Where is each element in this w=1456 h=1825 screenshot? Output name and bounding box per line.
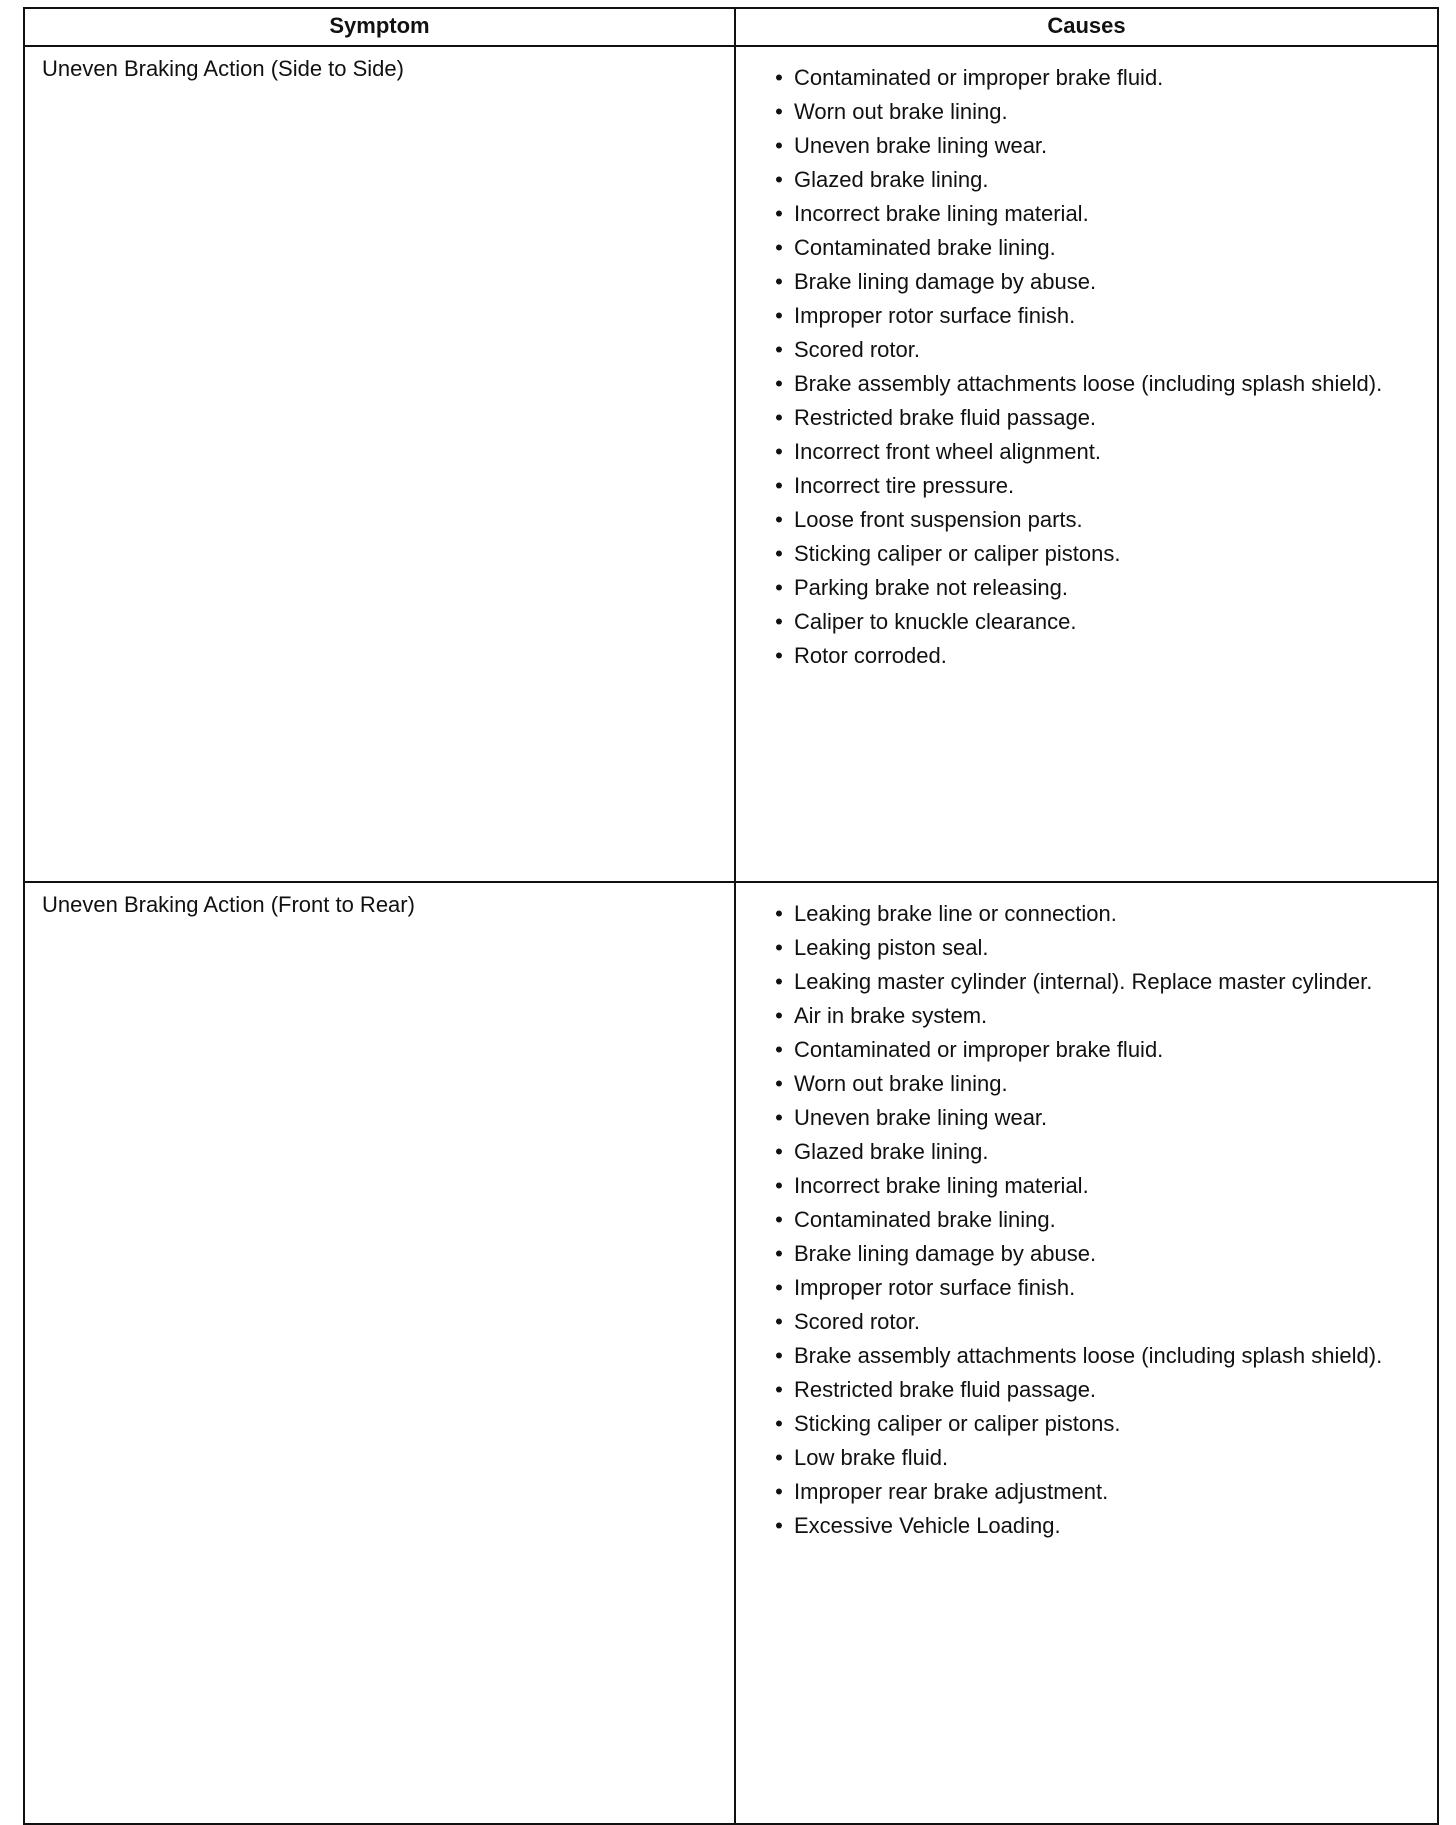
cause-text: Brake assembly attachments loose (including splash shield). — [794, 1343, 1383, 1368]
causes-list — [736, 47, 1437, 668]
bullet-icon: • — [775, 439, 783, 464]
bullet-icon: • — [775, 609, 783, 634]
cause-item — [772, 405, 1429, 430]
bullet-icon: • — [775, 405, 783, 430]
bullet-icon: • — [775, 1411, 783, 1436]
cause-item — [772, 473, 1429, 498]
cause-text: Incorrect brake lining material. — [794, 1173, 1089, 1198]
cause-text: Rotor corroded. — [794, 643, 947, 668]
bullet-icon: • — [775, 541, 783, 566]
bullet-icon: • — [775, 507, 783, 532]
cause-text: Scored rotor. — [794, 337, 920, 362]
cause-item — [772, 133, 1429, 158]
bullet-icon: • — [775, 337, 783, 362]
cause-text: Uneven brake lining wear. — [794, 1105, 1048, 1130]
cause-text: Brake lining damage by abuse. — [794, 269, 1097, 294]
cause-item — [772, 1377, 1429, 1402]
bullet-icon: • — [775, 1309, 783, 1334]
cause-item — [772, 643, 1429, 668]
table-row — [24, 46, 1438, 882]
cause-text: Incorrect brake lining material. — [794, 201, 1089, 226]
cause-text: Leaking brake line or connection. — [794, 901, 1117, 926]
cause-item — [772, 235, 1429, 260]
bullet-icon: • — [775, 901, 783, 926]
bullet-icon: • — [775, 1003, 783, 1028]
cause-text: Improper rear brake adjustment. — [794, 1479, 1109, 1504]
bullet-icon: • — [775, 99, 783, 124]
cause-item — [772, 1173, 1429, 1198]
cause-text: Glazed brake lining. — [794, 1139, 989, 1164]
cause-text: Worn out brake lining. — [794, 1071, 1008, 1096]
cause-item — [772, 575, 1429, 600]
bullet-icon: • — [775, 1479, 783, 1504]
cause-text: Glazed brake lining. — [794, 167, 989, 192]
bullet-icon: • — [775, 1207, 783, 1232]
bullet-icon: • — [775, 1513, 783, 1538]
cause-text: Contaminated or improper brake fluid. — [794, 65, 1164, 90]
bullet-icon: • — [775, 1241, 783, 1266]
causes-list — [736, 883, 1437, 1538]
cause-text: Uneven brake lining wear. — [794, 133, 1048, 158]
cause-item — [772, 1105, 1429, 1130]
bullet-icon: • — [775, 1139, 783, 1164]
cause-item — [772, 1445, 1429, 1470]
causes-column-header: Causes — [735, 8, 1438, 46]
symptom-cell: Uneven Braking Action (Side to Side) — [24, 46, 735, 882]
cause-item — [772, 1003, 1429, 1028]
bullet-icon: • — [775, 1377, 783, 1402]
cause-item — [772, 337, 1429, 362]
bullet-icon: • — [775, 133, 783, 158]
cause-text: Leaking piston seal. — [794, 935, 989, 960]
bullet-icon: • — [775, 575, 783, 600]
bullet-icon: • — [775, 969, 783, 994]
bullet-icon: • — [775, 235, 783, 260]
cause-text: Caliper to knuckle clearance. — [794, 609, 1077, 634]
bullet-icon: • — [775, 473, 783, 498]
cause-text: Restricted brake fluid passage. — [794, 1377, 1097, 1402]
cause-text: Scored rotor. — [794, 1309, 920, 1334]
bullet-icon: • — [775, 1037, 783, 1062]
cause-item — [772, 901, 1429, 926]
diagnosis-table-container — [23, 7, 1437, 1825]
bullet-icon: • — [775, 201, 783, 226]
cause-item — [772, 1241, 1429, 1266]
causes-cell — [735, 46, 1438, 882]
cause-item — [772, 1411, 1429, 1436]
bullet-icon: • — [775, 1071, 783, 1096]
bullet-icon: • — [775, 371, 783, 396]
cause-item — [772, 65, 1429, 90]
cause-text: Air in brake system. — [794, 1003, 988, 1028]
cause-text: Brake lining damage by abuse. — [794, 1241, 1097, 1266]
bullet-icon: • — [775, 1173, 783, 1198]
cause-item — [772, 1071, 1429, 1096]
bullet-icon: • — [775, 1275, 783, 1300]
bullet-icon: • — [775, 303, 783, 328]
cause-text: Improper rotor surface finish. — [794, 1275, 1076, 1300]
diagnosis-table — [23, 7, 1439, 1825]
symptom-cell: Uneven Braking Action (Front to Rear) — [24, 882, 735, 1824]
cause-item — [772, 935, 1429, 960]
cause-item — [772, 439, 1429, 464]
cause-item — [772, 201, 1429, 226]
cause-item — [772, 1513, 1429, 1538]
cause-text: Loose front suspension parts. — [794, 507, 1083, 532]
cause-item — [772, 167, 1429, 192]
cause-text: Incorrect front wheel alignment. — [794, 439, 1101, 464]
cause-item — [772, 371, 1429, 396]
cause-text: Worn out brake lining. — [794, 99, 1008, 124]
cause-item — [772, 303, 1429, 328]
cause-text: Brake assembly attachments loose (including splash shield). — [794, 371, 1383, 396]
cause-text: Contaminated or improper brake fluid. — [794, 1037, 1164, 1062]
cause-text: Incorrect tire pressure. — [794, 473, 1015, 498]
cause-text: Low brake fluid. — [794, 1445, 949, 1470]
symptom-column-header: Symptom — [24, 8, 735, 46]
cause-text: Sticking caliper or caliper pistons. — [794, 1411, 1121, 1436]
bullet-icon: • — [775, 1105, 783, 1130]
bullet-icon: • — [775, 269, 783, 294]
cause-item — [772, 1139, 1429, 1164]
bullet-icon: • — [775, 643, 783, 668]
cause-item — [772, 1479, 1429, 1504]
cause-item — [772, 1275, 1429, 1300]
cause-text: Contaminated brake lining. — [794, 235, 1056, 260]
bullet-icon: • — [775, 935, 783, 960]
cause-item — [772, 969, 1429, 994]
cause-text: Restricted brake fluid passage. — [794, 405, 1097, 430]
cause-item — [772, 609, 1429, 634]
cause-text: Improper rotor surface finish. — [794, 303, 1076, 328]
cause-item — [772, 1309, 1429, 1334]
cause-text: Parking brake not releasing. — [794, 575, 1068, 600]
bullet-icon: • — [775, 65, 783, 90]
cause-text: Leaking master cylinder (internal). Replace master cylinder. — [794, 969, 1373, 994]
bullet-icon: • — [775, 1343, 783, 1368]
cause-item — [772, 541, 1429, 566]
cause-item — [772, 1207, 1429, 1232]
cause-text: Contaminated brake lining. — [794, 1207, 1056, 1232]
cause-text: Sticking caliper or caliper pistons. — [794, 541, 1121, 566]
cause-item — [772, 1037, 1429, 1062]
table-row — [24, 882, 1438, 1824]
table-header-row — [24, 8, 1438, 46]
causes-cell — [735, 882, 1438, 1824]
cause-item — [772, 269, 1429, 294]
cause-item — [772, 507, 1429, 532]
cause-item — [772, 99, 1429, 124]
bullet-icon: • — [775, 1445, 783, 1470]
bullet-icon: • — [775, 167, 783, 192]
cause-text: Excessive Vehicle Loading. — [794, 1513, 1061, 1538]
cause-item — [772, 1343, 1429, 1368]
